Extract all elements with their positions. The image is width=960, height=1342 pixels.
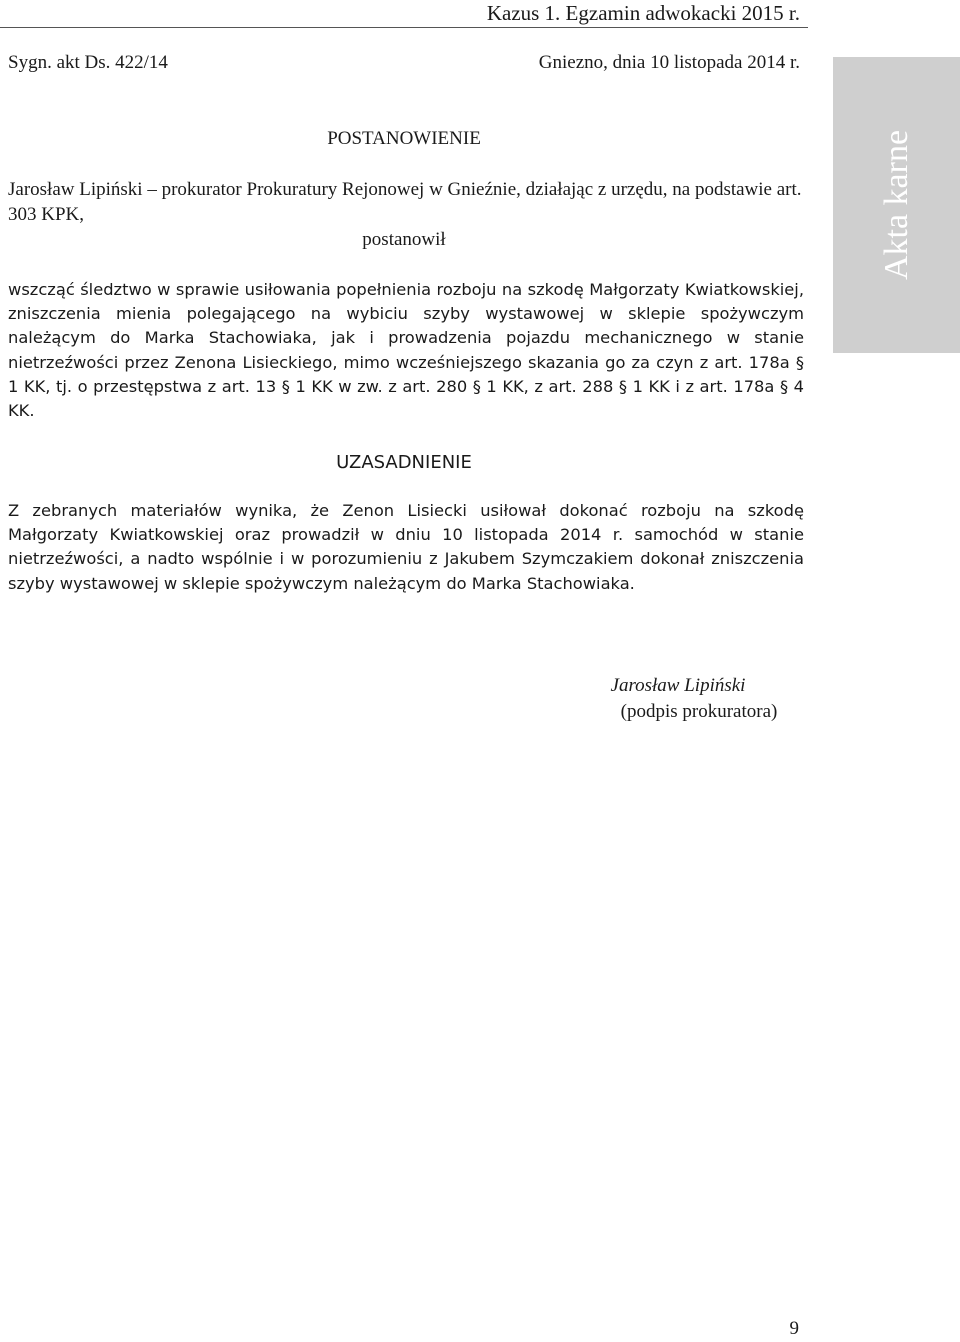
signature-name: Jarosław Lipiński (610, 675, 746, 696)
place-date: Gniezno, dnia 10 listopada 2014 r. (538, 52, 800, 73)
justification-title: UZASADNIENIE (336, 452, 472, 473)
signature-caption: (podpis prokuratora) (620, 701, 778, 722)
justification-paragraph: Z zebranych materiałów wynika, że Zenon Lisiecki usiłował dokonać rozboju na szkodę Małgorzaty Kwiatkowskiej oraz prowadził w dniu 10 listopada 2014 r. samochód w stanie nietrzeźwości, a nadto wspólnie i w porozumieniu z Jakubem Szymczakiem dokonał zniszczenia szyby wystawowej w sklepie spożywczym należącym do Marka Stachowiaka. (8, 501, 804, 593)
case-number: Sygn. akt Ds. 422/14 (8, 52, 168, 73)
decision-paragraph: wszcząć śledztwo w sprawie usiłowania popełnienia rozboju na szkodę Małgorzaty Kwiatkowskiej, zniszczenia mienia polegającego na wybiciu szyby wystawowej w sklepie spożywczym należącym do Marka Stachowiaka, jak i prowadzenia pojazdu mechanicznego w stanie nietrzeźwości przez Zenona Lisieckiego, mimo wcześniejszego skazania go za czyn z art. 178a § 1 KK, tj. o przestępstwa z art. 13 § 1 KK w zw. z art. 280 § 1 KK, z art. 288 § 1 KK i z art. 178a § 4 KK. (8, 280, 804, 421)
document-title: POSTANOWIENIE (327, 128, 481, 149)
section-side-tab (833, 57, 960, 353)
running-header (0, 0, 808, 28)
running-header-title: Kazus 1. Egzamin adwokacki 2015 r. (486, 1, 800, 25)
side-tab-label: Akta karne (877, 129, 915, 281)
intro-paragraph: Jarosław Lipiński – prokurator Prokuratury Rejonowej w Gnieźnie, działając z urzędu, na podstawie art. 303 KPK, (8, 179, 802, 225)
signature-block (560, 673, 848, 725)
page-number: 9 (789, 1318, 799, 1339)
decision-heading: postanowił (362, 229, 446, 250)
